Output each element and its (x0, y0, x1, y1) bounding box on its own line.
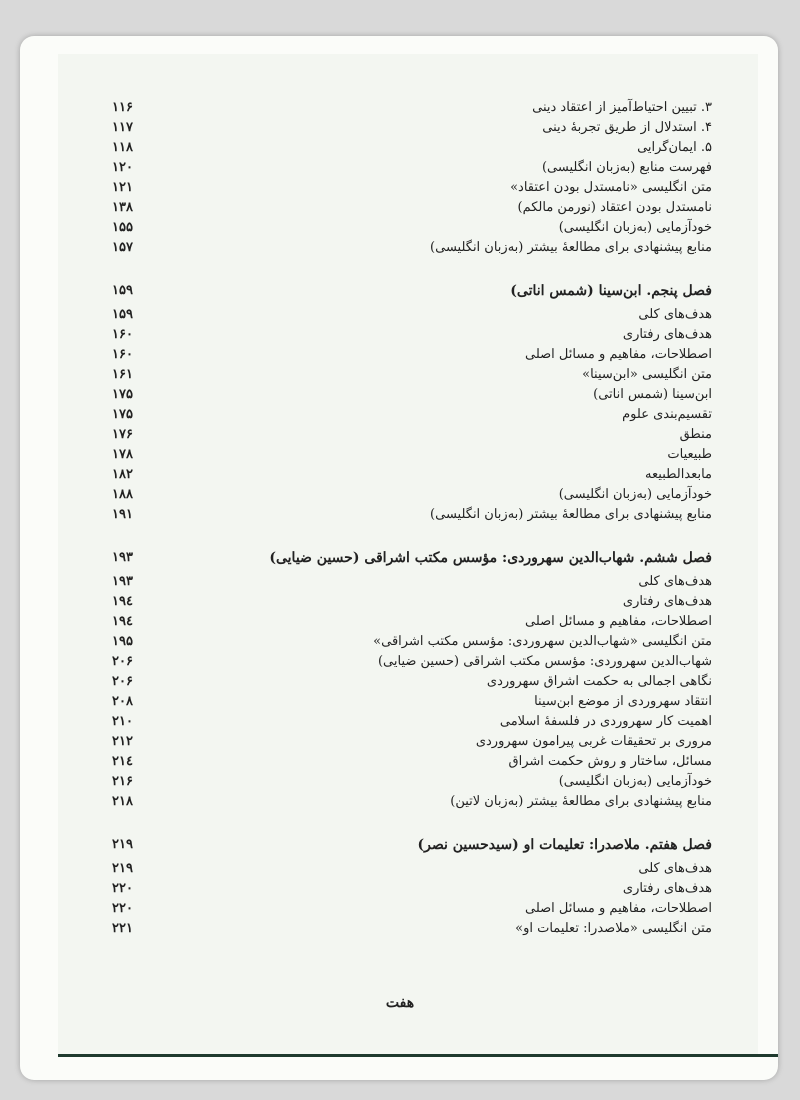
toc-entry (112, 327, 712, 347)
toc-entry-title: نامستدل بودن اعتقاد (نورمن مالکم) (517, 200, 712, 215)
toc-entry (112, 387, 712, 407)
toc-entry-title: شهاب‌الدین سهروردی: مؤسس مکتب اشراقی (حسین ضیایی) (377, 654, 712, 669)
toc-entry-title: اهمیت کار سهروردی در فلسفهٔ اسلامی (499, 714, 712, 729)
toc-entry-page-number: ۱۶۰ (112, 327, 133, 342)
toc-entry-title: هدف‌های رفتاری (622, 881, 712, 896)
toc-entry-title: خودآزمایی (به‌زبان انگلیسی) (558, 487, 712, 502)
toc-entry-page-number: ۱۵۵ (112, 220, 133, 235)
toc-entry-page-number: ۲۲۰ (112, 901, 133, 916)
chapter-title: فصل هفتم. ملاصدرا: تعلیمات او (سیدحسین نصر) (417, 837, 712, 853)
toc-entry-page-number: ۱۸۸ (112, 487, 133, 502)
toc-entry-title: منابع پیشنهادی برای مطالعهٔ بیشتر (به‌زبان لاتین) (450, 794, 712, 809)
toc-entry (112, 901, 712, 921)
toc-entry-title: هدف‌های کلی (638, 861, 712, 876)
toc-entry (112, 220, 712, 240)
toc-entry (112, 794, 712, 814)
toc-entry (112, 367, 712, 387)
toc-entry (112, 307, 712, 327)
toc-entry (112, 427, 712, 447)
toc-entry (112, 574, 712, 594)
toc-entry-title: اصطلاحات، مفاهیم و مسائل اصلی (524, 614, 712, 629)
toc-entry-title: منطق (679, 427, 712, 442)
toc-entry-page-number: ۱۹۳ (112, 574, 133, 589)
toc-entry-title: انتقاد سهروردی از موضع ابن‌سینا (534, 694, 712, 709)
toc-entry (112, 160, 712, 180)
toc-entry-page-number: ۲۱۲ (112, 734, 133, 749)
toc-entry-page-number: ۲۲۰ (112, 881, 133, 896)
toc-entry-title: هدف‌های کلی (638, 574, 712, 589)
toc-entry (112, 180, 712, 200)
toc-entry (112, 100, 712, 120)
toc-entry-title: منابع پیشنهادی برای مطالعهٔ بیشتر (به‌زبان انگلیسی) (430, 240, 712, 255)
toc-entry (112, 447, 712, 467)
toc-entry-page-number: ۲۰۶ (112, 654, 133, 669)
toc-entry-page-number: ۲۲۱ (112, 921, 133, 936)
toc-entry (112, 467, 712, 487)
toc-entry-title: مروری بر تحقیقات غربی پیرامون سهروردی (475, 734, 712, 749)
toc-entry-page-number: ۱۲۱ (112, 180, 133, 195)
chapter-heading (112, 283, 712, 307)
toc-entry-page-number: ۱۲۰ (112, 160, 133, 175)
toc-entry-page-number: ۱۵۷ (112, 240, 133, 255)
toc-entry-title: مسائل، ساختار و روش حکمت اشراق (508, 754, 712, 769)
toc-entry (112, 694, 712, 714)
toc-entry (112, 487, 712, 507)
page-number-footer: هفت (385, 995, 415, 1011)
toc-entry-page-number: ۲۱۹ (112, 861, 133, 876)
toc-entry-title: مابعدالطبیعه (645, 467, 712, 482)
toc-entry (112, 754, 712, 774)
chapter-heading (112, 837, 712, 861)
toc-entry-page-number: ۲۱٤ (112, 754, 133, 769)
chapter-page-number: ۱۵۹ (112, 283, 133, 298)
toc-entry-page-number: ۱۱۷ (112, 120, 133, 135)
toc-entry (112, 861, 712, 881)
toc-entry (112, 714, 712, 734)
chapter-page-number: ۲۱۹ (112, 837, 133, 852)
toc-entry (112, 240, 712, 260)
toc-entry-title: متن انگلیسی «ابن‌سینا» (582, 367, 712, 382)
toc-entry-title: خودآزمایی (به‌زبان انگلیسی) (558, 774, 712, 789)
toc-entry-title: فهرست منابع (به‌زبان انگلیسی) (541, 160, 712, 175)
toc-entry-page-number: ۱۷۸ (112, 447, 133, 462)
toc-entry-page-number: ۱۳۸ (112, 200, 133, 215)
toc-entry-title: متن انگلیسی «شهاب‌الدین سهروردی: مؤسس مکتب اشراقی» (373, 634, 712, 649)
toc-entry (112, 881, 712, 901)
toc-entry-page-number: ۱۷۶ (112, 427, 133, 442)
toc-entry-page-number: ۱۶۰ (112, 347, 133, 362)
toc-entry-title: منابع پیشنهادی برای مطالعهٔ بیشتر (به‌زبان انگلیسی) (430, 507, 712, 522)
toc-entry-title: اصطلاحات، مفاهیم و مسائل اصلی (524, 347, 712, 362)
toc-entry-title: هدف‌های رفتاری (622, 327, 712, 342)
toc-entry-title: تقسیم‌بندی علوم (622, 407, 712, 422)
toc-entry-page-number: ۱۱۶ (112, 100, 133, 115)
toc-entry-page-number: ۱۷۵ (112, 407, 133, 422)
toc-entry-title: ۳. تبیین احتیاط‌آمیز از اعتقاد دینی (532, 100, 712, 115)
toc-entry-title: طبیعیات (667, 447, 712, 462)
toc-entry-page-number: ۲۰۸ (112, 694, 133, 709)
toc-entry (112, 734, 712, 754)
toc-entry (112, 594, 712, 614)
toc-entry (112, 200, 712, 220)
toc-entry-page-number: ۱۵۹ (112, 307, 133, 322)
toc-entry-page-number: ۲۱۶ (112, 774, 133, 789)
toc-entry (112, 507, 712, 527)
toc-entry (112, 140, 712, 160)
toc-entry-title: اصطلاحات، مفاهیم و مسائل اصلی (524, 901, 712, 916)
toc-entry-page-number: ۱۶۱ (112, 367, 133, 382)
toc-entry-title: خودآزمایی (به‌زبان انگلیسی) (558, 220, 712, 235)
chapter-heading (112, 550, 712, 574)
chapter-page-number: ۱۹۳ (112, 550, 133, 565)
toc-entry (112, 407, 712, 427)
toc-entry (112, 120, 712, 140)
toc-entry-page-number: ۲۱۸ (112, 794, 133, 809)
toc-entry-title: هدف‌های کلی (638, 307, 712, 322)
toc-entry-page-number: ۱۸۲ (112, 467, 133, 482)
chapter-title: فصل پنجم. ابن‌سینا (شمس اناتی) (510, 283, 712, 299)
toc-entry-title: ابن‌سینا (شمس اناتی) (593, 387, 712, 402)
toc-entry-page-number: ۲۰۶ (112, 674, 133, 689)
table-of-contents (112, 100, 712, 941)
chapter-title: فصل ششم. شهاب‌الدین سهروردی: مؤسس مکتب اشراقی (حسین ضیایی) (269, 550, 712, 566)
toc-entry (112, 674, 712, 694)
toc-entry-title: نگاهی اجمالی به حکمت اشراق سهروردی (486, 674, 712, 689)
toc-entry (112, 614, 712, 634)
toc-entry (112, 347, 712, 367)
toc-entry-page-number: ۱۹٤ (112, 594, 133, 609)
toc-entry-title: هدف‌های رفتاری (622, 594, 712, 609)
toc-entry-page-number: ۱۱۸ (112, 140, 133, 155)
toc-entry-page-number: ۱۹٤ (112, 614, 133, 629)
toc-entry-title: متن انگلیسی «ملاصدرا: تعلیمات او» (515, 921, 712, 936)
toc-entry (112, 921, 712, 941)
toc-entry (112, 774, 712, 794)
toc-entry-title: ۴. استدلال از طریق تجربهٔ دینی (542, 120, 712, 135)
toc-entry (112, 654, 712, 674)
toc-entry-page-number: ۱۹۱ (112, 507, 133, 522)
toc-entry-page-number: ۲۱۰ (112, 714, 133, 729)
toc-entry (112, 634, 712, 654)
toc-entry-title: ۵. ایمان‌گرایی (637, 140, 712, 155)
bottom-rule (58, 1054, 778, 1057)
toc-entry-page-number: ۱۹۵ (112, 634, 133, 649)
toc-entry-title: متن انگلیسی «نامستدل بودن اعتقاد» (510, 180, 712, 195)
toc-entry-page-number: ۱۷۵ (112, 387, 133, 402)
